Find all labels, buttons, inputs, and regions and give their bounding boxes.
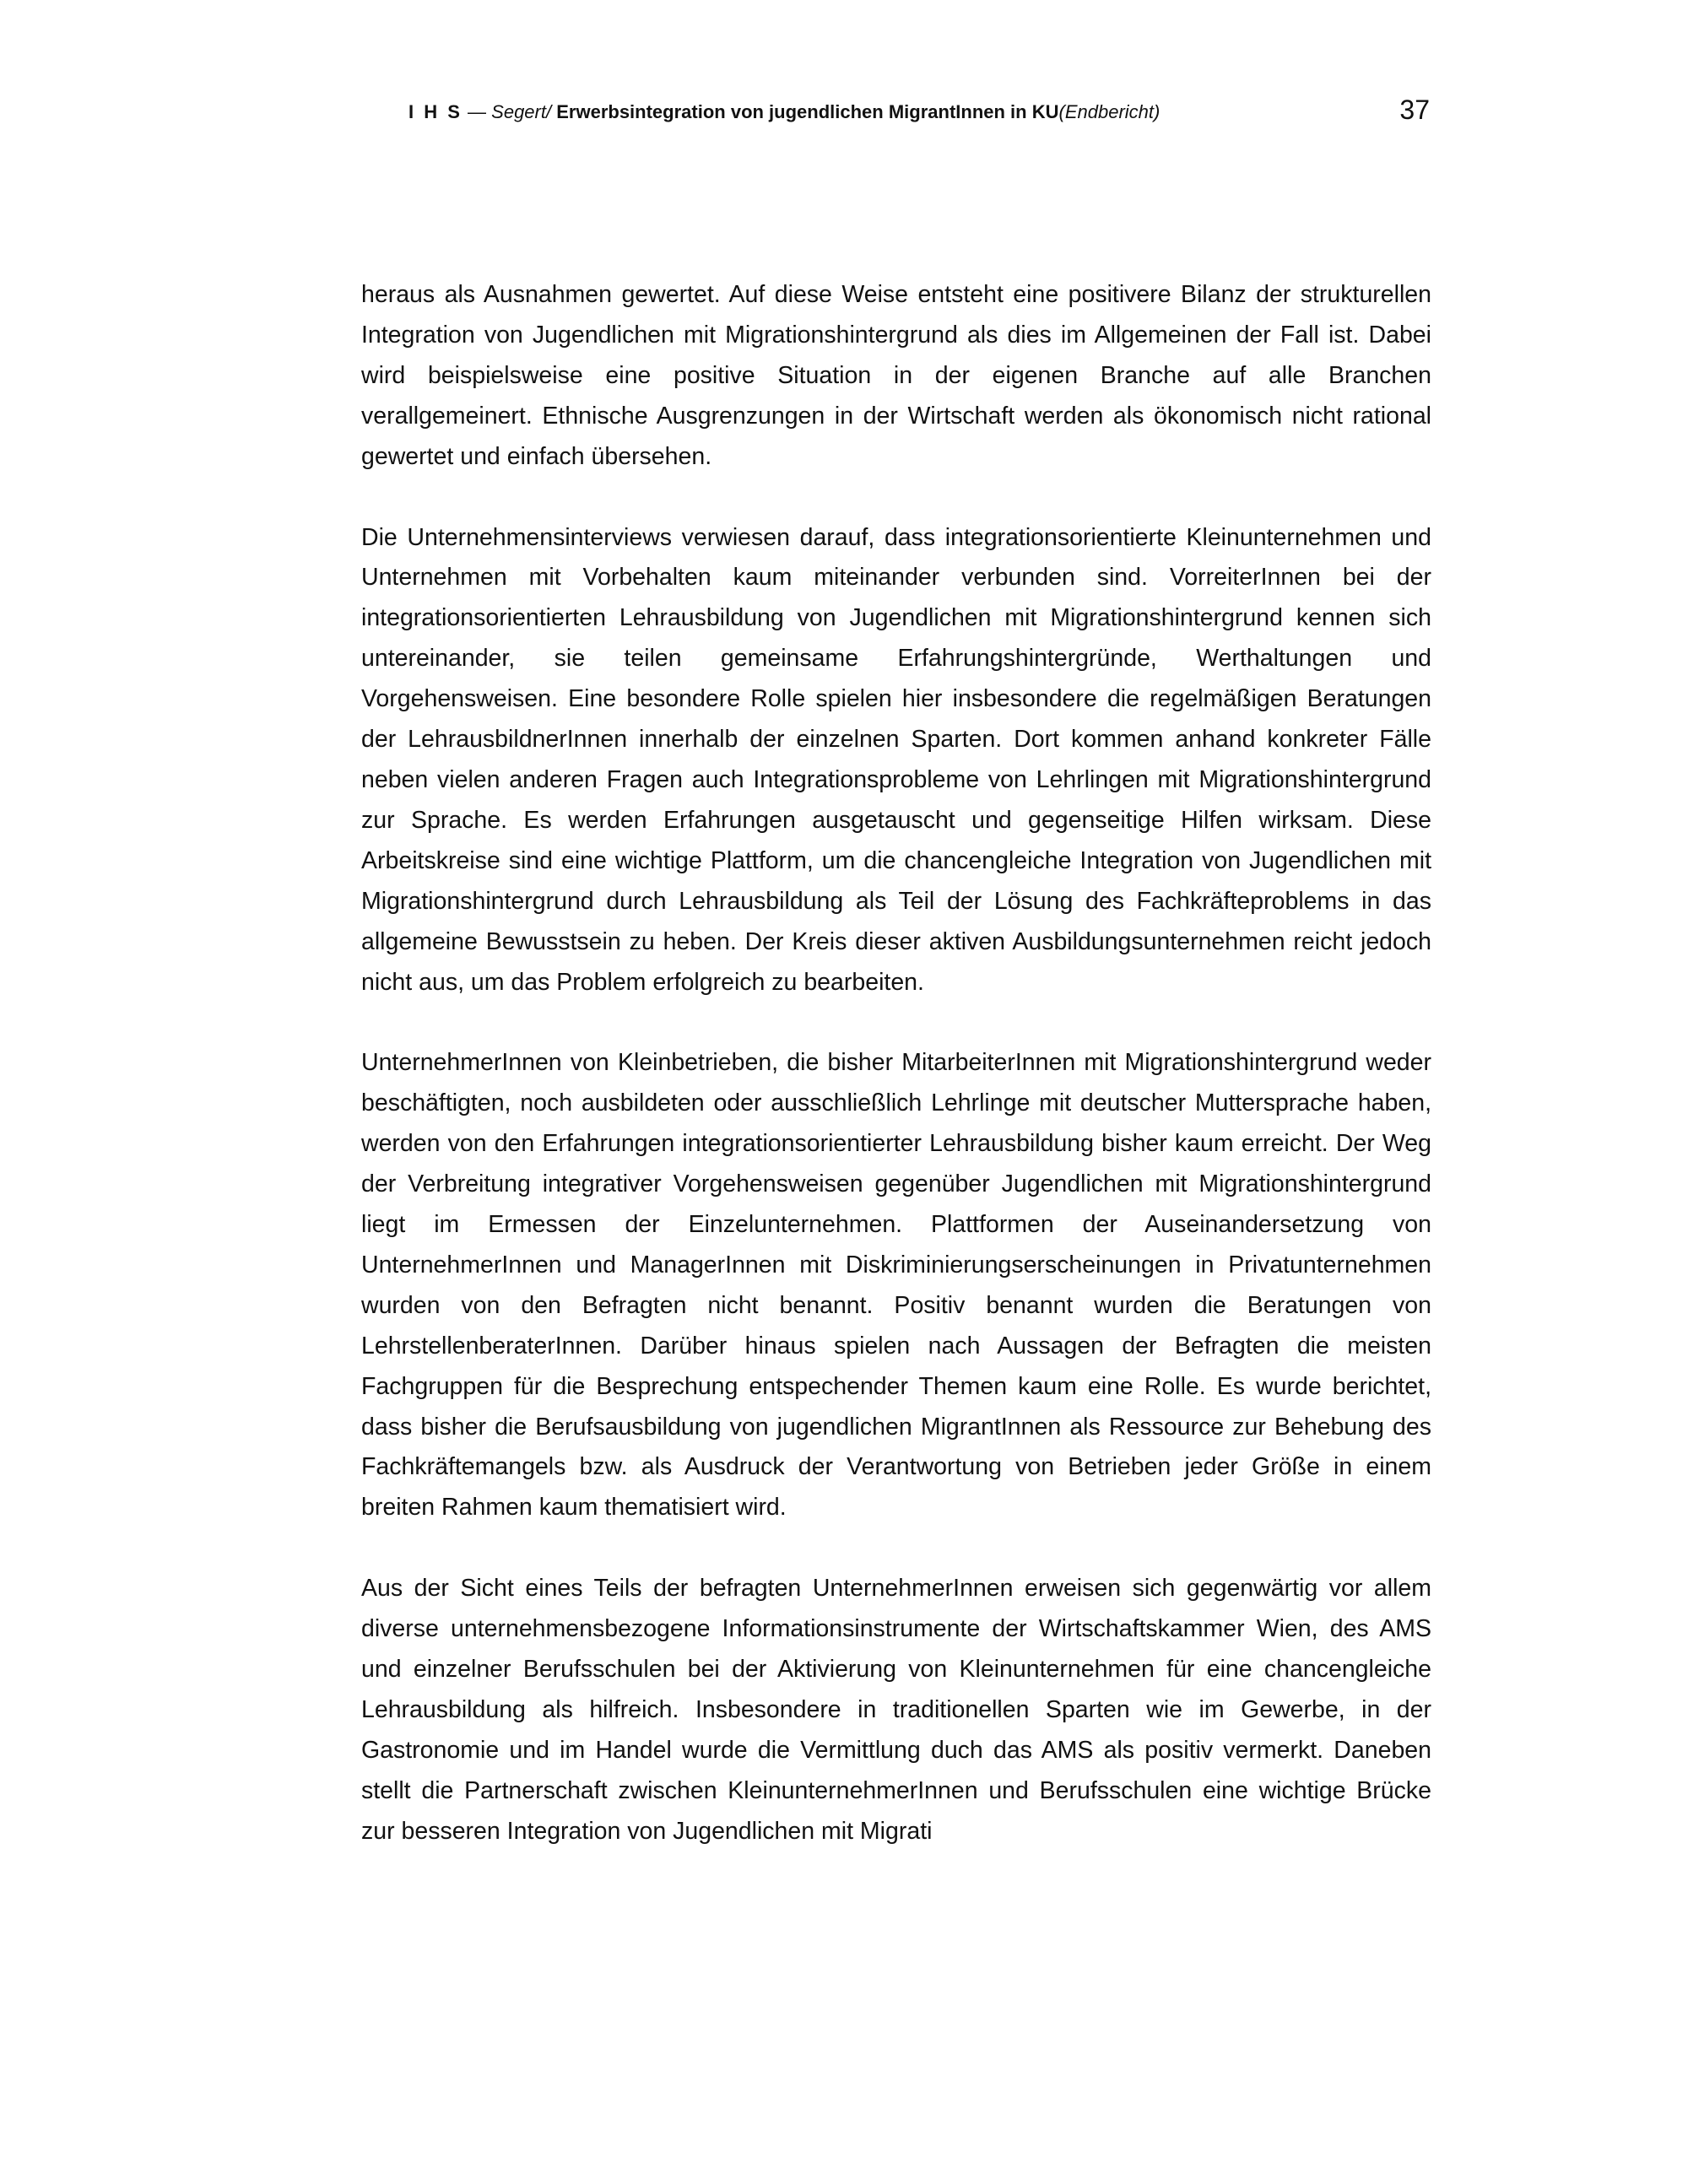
header-dash: — (468, 101, 487, 122)
paragraph-3: UnternehmerInnen von Kleinbetrieben, die bisher MitarbeiterInnen mit Migrationshintergrund weder beschäftigten, noch ausbildeten oder ausschließlich Lehrlinge mit deutscher Muttersprache haben, werden von den Erfahrungen integrationsorientierter Lehrausbildung bisher kaum erreicht. Der Weg der Verbreitung integrativer Vorgehensweisen gegenüber Jugendlichen mit Migrationshintergrund liegt im Ermessen der Einzelunternehmen. Plattformen der Auseinandersetzung von UnternehmerInnen und ManagerInnen mit Diskriminierungserscheinungen in Privatunternehmen wurden von den Befragten nicht benannt. Positiv benannt wurden die Beratungen von LehrstellenberaterInnen. Darüber hinaus spielen nach Aussagen der Befragten die meisten Fachgruppen für die Besprechung entspechender Themen kaum eine Rolle. Es wurde berichtet, dass bisher die Berufsausbildung von jugendlichen MigrantInnen als Ressource zur Behebung des Fachkräftemangels bzw. als Ausdruck der Verantwortung von Betrieben jeder Größe in einem breiten Rahmen kaum thematisiert wird. (361, 1049, 1431, 1522)
paragraph-1: heraus als Ausnahmen gewertet. Auf diese Weise entsteht eine positivere Bilanz der strukturellen Integration von Jugendlichen mit Migrationshintergrund als dies im Allgemeinen der Fall ist. Dabei wird beispielsweise eine positive Situation in der eigenen Branche auf alle Branchen verallgemeinert. Ethnische Ausgrenzungen in der Wirtschaft werden als ökonomisch nicht rational gewertet und einfach übersehen. (361, 281, 1431, 470)
header-slash: / (545, 101, 552, 122)
running-head (408, 100, 1160, 125)
page-number: 37 (1399, 95, 1430, 125)
report-title: Erwerbsintegration von jugendlichen MigrantInnen in KU (556, 101, 1059, 122)
institute-abbreviation: I H S (408, 101, 463, 122)
paragraph-4: Aus der Sicht eines Teils der befragten UnternehmerInnen erweisen sich gegenwärtig vor allem diverse unternehmensbezogene Informationsinstrumente der Wirtschaftskammer Wien, des AMS und einzelner Berufsschulen bei der Aktivierung von Kleinunternehmen für eine chancengleiche Lehrausbildung als hilfreich. Insbesondere in traditionellen Sparten wie im Gewerbe, in der Gastronomie und im Handel wurde die Vermittlung duch das AMS als positiv vermerkt. Daneben stellt die Partnerschaft zwischen KleinunternehmerInnen und Berufsschulen eine wichtige Brücke zur besseren Integration von Jugendlichen mit Migrati (361, 1575, 1431, 1845)
paragraph-2: Die Unternehmensinterviews verwiesen darauf, dass integrationsorientierte Kleinunternehmen und Unternehmen mit Vorbehalten kaum miteinander verbunden sind. VorreiterInnen bei der integrationsorientierten Lehrausbildung von Jugendlichen mit Migrationshintergrund kennen sich untereinander, sie teilen gemeinsame Erfahrungshintergründe, Werthaltungen und Vorgehensweisen. Eine besondere Rolle spielen hier insbesondere die regelmäßigen Beratungen der LehrausbildnerInnen innerhalb der einzelnen Sparten. Dort kommen anhand konkreter Fälle neben vielen anderen Fragen auch Integrationsprobleme von Lehrlingen mit Migrationshintergrund zur Sprache. Es werden Erfahrungen ausgetauscht und gegenseitige Hilfen wirksam. Diese Arbeitskreise sind eine wichtige Plattform, um die chancengleiche Integration von Jugendlichen mit Migrationshintergrund durch Lehrausbildung als Teil der Lösung des Fachkräfteproblems in das allgemeine Bewusstsein zu heben. Der Kreis dieser aktiven Ausbildungsunternehmen reicht jedoch nicht aus, um das Problem erfolgreich zu bearbeiten. (361, 523, 1431, 996)
author-name: Segert (491, 101, 546, 122)
body-text (361, 275, 1431, 1893)
page-header (408, 93, 1430, 135)
report-subtitle: (Endbericht) (1058, 101, 1160, 122)
